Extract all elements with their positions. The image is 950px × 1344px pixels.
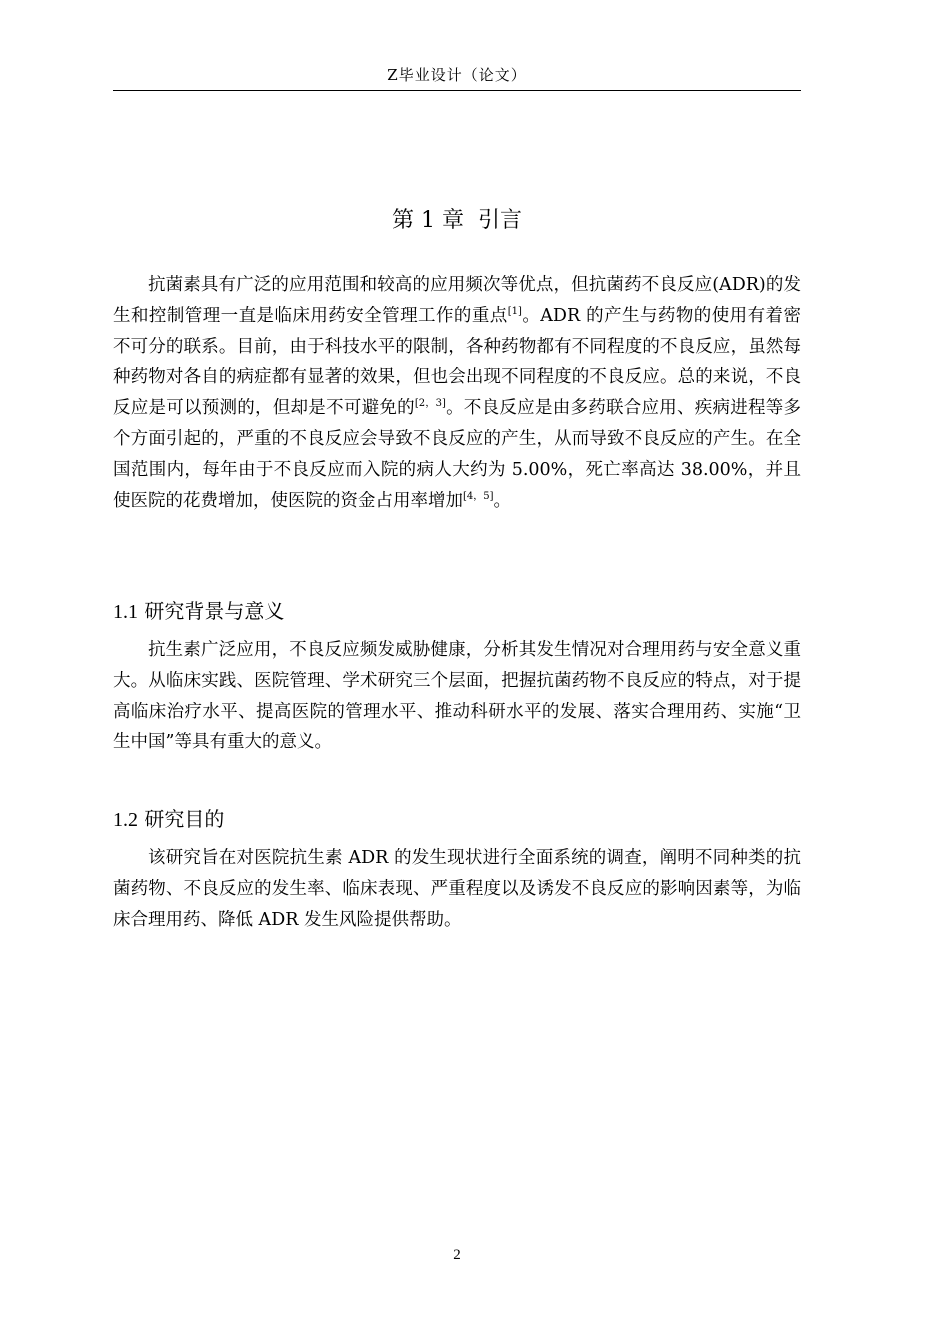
- chapter-title-text: 引言: [477, 208, 522, 233]
- section-1-2-paragraph: 该研究旨在对医院抗生素 ADR 的发生现状进行全面系统的调查，阐明不同种类的抗菌药物、不良反应的发生率、临床表现、严重程度以及诱发不良反应的影响因素等，为临床合理用药、降低 ADR 发生风险提供帮助。: [113, 848, 801, 930]
- section-title: 研究目的: [144, 807, 225, 831]
- chapter-title: [113, 203, 801, 234]
- intro-text-3: 。不良反应是由多药联合应用、疾病进程等多个方面引起的，严重的不良反应会导致不良反应的产生，从而导致不良反应的产生。在全国范围内，每年由于不良反应而入院的病人大约为 5.00%，死亡率高达 38.00%，并且使医院的花费增加，使医院的资金占用率增加: [113, 398, 802, 511]
- intro-text-2: 。ADR 的产生与药物的使用有着密不可分的联系。目前，由于科技水平的限制，各种药物都有不同程度的不良反应，虽然每种药物对各自的病症都有显著的效果，但也会出现不同程度的不良反应。总的来说，不良反应是可以预测的，但却是不可避免的: [113, 305, 801, 419]
- page-header: Z毕业设计（论文）: [387, 66, 527, 84]
- intro-text-1: 抗菌素具有广泛的应用范围和较高的应用频次等优点，但抗菌药不良反应(ADR)的发生和控制管理一直是临床用药安全管理工作的重点: [113, 275, 801, 326]
- intro-text-4: 。: [493, 490, 512, 511]
- citation-3: [4，5]: [463, 490, 494, 502]
- section-heading-1-2: [113, 803, 224, 832]
- header-rule: [113, 90, 801, 91]
- section-title: 研究背景与意义: [144, 599, 285, 623]
- section-number: 1.1: [113, 601, 138, 623]
- citation-2: [2，3]: [414, 398, 446, 410]
- intro-paragraph: [113, 270, 801, 516]
- section-number: 1.2: [113, 809, 138, 831]
- section-heading-1-1: [113, 595, 284, 624]
- chapter-number: 第 1 章: [392, 208, 464, 233]
- page-number: 2: [453, 1247, 461, 1263]
- citation-1: [1]: [507, 305, 522, 317]
- section-1-1-paragraph: 抗生素广泛应用，不良反应频发威胁健康，分析其发生情况对合理用药与安全意义重大。从临床实践、医院管理、学术研究三个层面，把握抗菌药物不良反应的特点，对于提高临床治疗水平、提高医院的管理水平、推动科研水平的发展、落实合理用药、实施“卫生中国”等具有重大的意义。: [113, 640, 801, 753]
